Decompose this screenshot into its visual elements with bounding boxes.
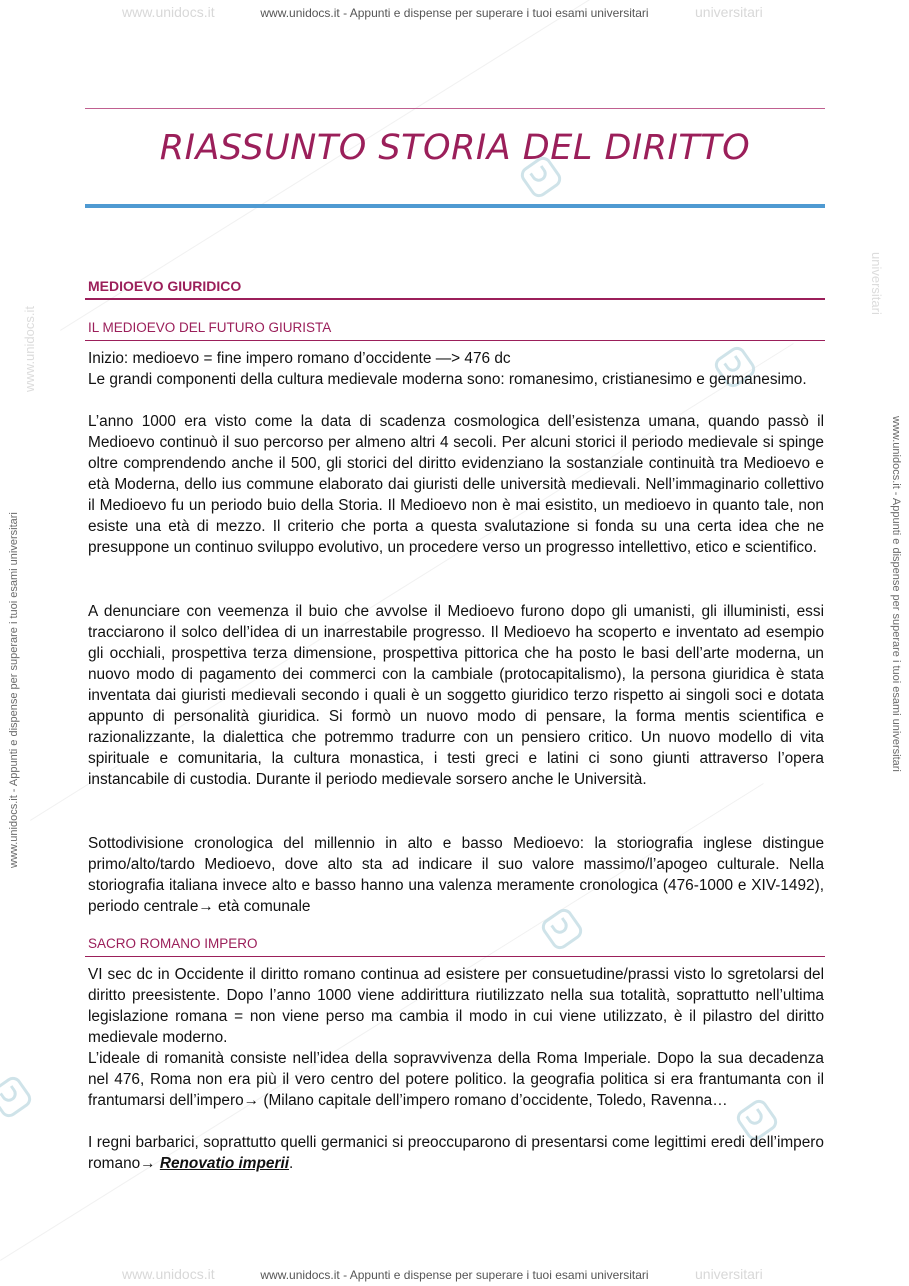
watermark-ghost-text: universitari <box>695 1266 763 1282</box>
watermark-ghost-text: www.unidocs.it <box>122 4 215 20</box>
paragraph: Le grandi componenti della cultura medievale moderna sono: romanesimo, cristianesimo e germanesimo. <box>88 371 807 388</box>
paragraph: A denunciare con veemenza il buio che avvolse il Medioevo furono dopo gli umanisti, gli illuministi, essi tracciarono il solco dell’idea di un inarrestabile progresso. Il Medioevo ha scoperto e inventato ad esempio gli occhiali, prospettiva terza dimensione, prospettiva pittorica che ha posto le basi dell’arte moderna, un nuovo modo di pagamento dei commerci con la cambiale (protocapitalismo), la persona giuridica è stata inventata dai giuristi medievali secondo i quali è un soggetto giuridico terzo rispetto ai singoli soci e dotata appunto di personalità giuridica. Si formò un nuovo modo di pensare, la forma mentis scientifica e razionalizzante, la dialettica che potremmo tradurre con un pensiero critico. Un nuovo modello di vita spirituale e comunitaria, la cultura monastica, i testi greci e latini ci sono giunti attraverso l’opera instancabile di custodia. Durante il periodo medievale sorsero anche le Università. <box>88 603 824 788</box>
section-underline <box>85 298 825 300</box>
watermark-ghost-text: universitari <box>695 4 763 20</box>
footer-watermark: www.unidocs.it - Appunti e dispense per superare i tuoi esami universitari <box>260 1268 649 1282</box>
title-top-rule <box>85 108 825 109</box>
paragraph: L’ideale di romanità consiste nell’idea della sopravvivenza della Roma Imperiale. Dopo la sua decadenza nel 476, Roma non era più il vero centro del potere politico. la geografia politica si era frantumanta con il frantumarsi dell’impero→ (Milano capitale dell’impero romano d’occidente, Toledo, Ravenna… <box>88 1050 824 1109</box>
watermark-ghost-text: www.unidocs.it <box>122 1266 215 1282</box>
section-underline <box>85 956 825 957</box>
renovatio-imperii-emphasis: Renovatio imperii <box>159 1155 289 1172</box>
section-heading-2: SACRO ROMANO IMPERO <box>88 936 258 951</box>
section-heading-main: MEDIOEVO GIURIDICO <box>88 278 242 294</box>
section-underline <box>85 340 825 341</box>
title-bottom-rule <box>85 204 825 208</box>
paragraph: Sottodivisione cronologica del millennio in alto e basso Medioevo: la storiografia inglese distingue primo/alto/tardo Medioevo, dove alto sta ad indicare il suo valore massimo/l’apogeo culturale. Nella storiografia italiana invece alto e basso hanno una valenza meramente cronologica (476-1000 e XIV-1492), periodo centrale→ età comunale <box>88 835 824 915</box>
paragraph: VI sec dc in Occidente il diritto romano continua ad esistere per consuetudine/prassi visto lo sgretolarsi del diritto preesistente. Dopo l’anno 1000 viene addirittura riutilizzato nella sua totalità, soprattutto nell’ultima legislazione romana = non viene perso ma cambia il modo in cui viene utilizzato, è il pilastro del diritto medievale moderno. <box>88 966 824 1046</box>
watermark-ghost-text: www.unidocs.it <box>22 306 37 392</box>
left-side-watermark: www.unidocs.it - Appunti e dispense per superare i tuoi esami universitari <box>8 512 20 868</box>
paragraph: Inizio: medioevo = fine impero romano d’occidente —> 476 dc <box>88 350 511 367</box>
paragraph-last <box>88 1132 824 1174</box>
paragraph-text: I regni barbarici, soprattutto quelli germanici si preoccuparono di presentarsi come legittimi eredi dell’impero romano→ <box>88 1134 824 1172</box>
page-title: RIASSUNTO STORIA DEL DIRITTO <box>159 128 751 168</box>
paragraph-end: . <box>289 1155 294 1172</box>
header-watermark: www.unidocs.it - Appunti e dispense per superare i tuoi esami universitari <box>260 6 649 20</box>
section-heading-1: IL MEDIOEVO DEL FUTURO GIURISTA <box>88 320 332 335</box>
watermark-ghost-text: universitari <box>869 252 884 315</box>
unidocs-logo-watermark <box>0 1073 35 1120</box>
paragraph: L’anno 1000 era visto come la data di scadenza cosmologica dell’esistenza umana, quando passò il Medioevo continuò il suo percorso per almeno altri 4 secoli. Per alcuni storici il periodo medievale si spinge oltre comprendendo anche il 500, gli storici del diritto evidenziano la sostanziale continuità tra Medioevo e età Moderna, dello ius commune elaborato dai giuristi delle università medievali. Nell’immaginario collettivo il Medioevo fu un periodo buio della Storia. Il Medioevo non è mai esistito, un medioevo in quanto tale, non esiste una età di mezzo. Il criterio che porta a questa svalutazione si fonda su una certa idea che ne presuppone un continuo sviluppo evolutivo, un procedere verso un progresso intellettivo, etico e scientifico. <box>88 413 824 556</box>
right-side-watermark: www.unidocs.it - Appunti e dispense per superare i tuoi esami universitari <box>890 416 902 772</box>
